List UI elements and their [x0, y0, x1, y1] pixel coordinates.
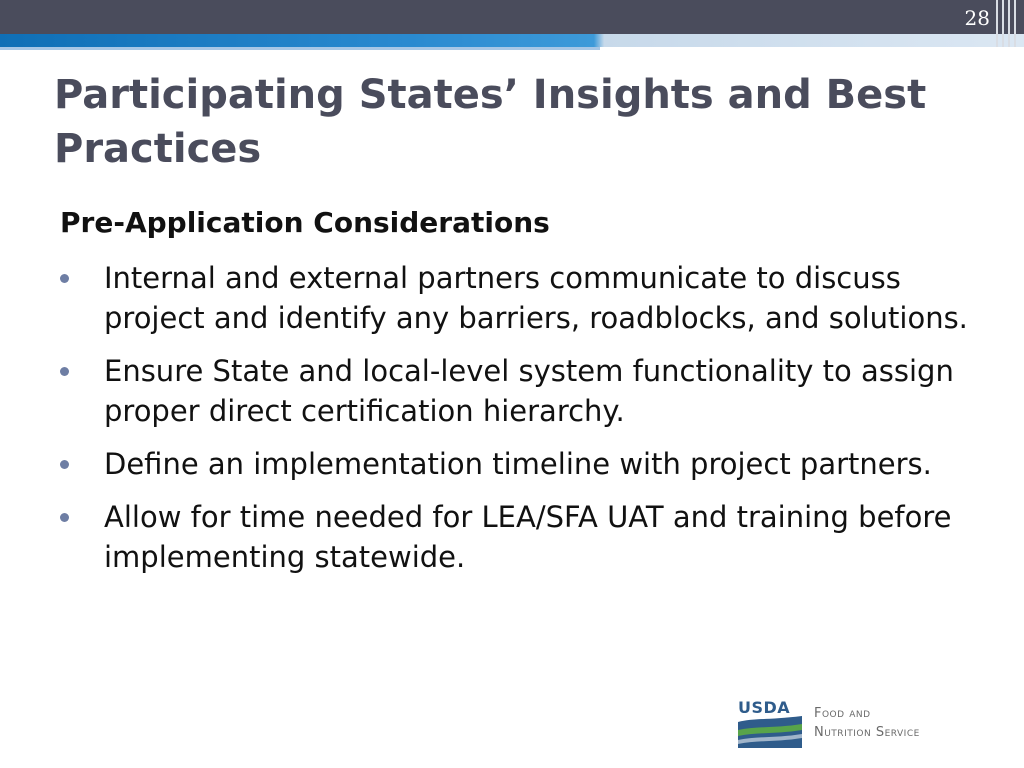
bullet-dot-icon [60, 513, 69, 522]
bullet-item [60, 258, 990, 338]
usda-logo-icon [738, 700, 802, 748]
bullet-dot-icon [60, 367, 69, 376]
section-heading: Pre-Application Considerations [60, 206, 550, 239]
header-rails-decoration [994, 0, 1024, 47]
fns-logo-text [814, 704, 988, 742]
fns-logo-line-1: Food and [814, 706, 871, 721]
bullet-item [60, 444, 990, 484]
bullet-text: Internal and external partners communicate to discuss project and identify any barriers, roadblocks, and solutions. [104, 261, 968, 335]
bullet-text: Define an implementation timeline with project partners. [104, 447, 932, 481]
bullet-item [60, 497, 990, 577]
bullet-item [60, 351, 990, 431]
usda-fns-logo [738, 700, 988, 748]
header-band [0, 0, 1024, 36]
bullet-text: Ensure State and local-level system functionality to assign proper direct certification hierarchy. [104, 354, 954, 428]
bullet-list [60, 258, 990, 590]
slide-title: Participating States’ Insights and Best Practices [54, 72, 927, 172]
bullet-dot-icon [60, 460, 69, 469]
bullet-text: Allow for time needed for LEA/SFA UAT and training before implementing statewide. [104, 500, 952, 574]
bullet-dot-icon [60, 274, 69, 283]
slide-number: 28 [964, 6, 990, 30]
fns-logo-line-2: Nutrition Service [814, 725, 920, 740]
header-accent-stripe [0, 34, 1024, 47]
usda-logo-letters: USDA [738, 698, 791, 717]
